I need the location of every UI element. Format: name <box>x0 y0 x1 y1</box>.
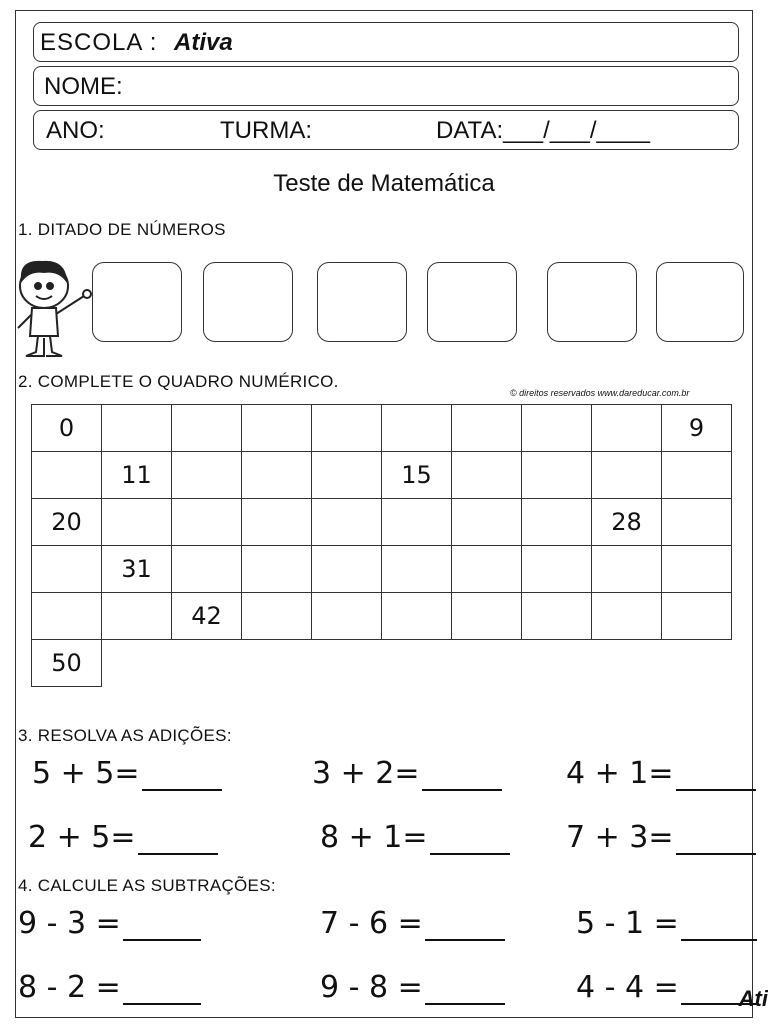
grid-cell[interactable] <box>312 452 382 499</box>
copyright-notice: © direitos reservados www.dareducar.com.br <box>510 388 690 398</box>
addition-5: 8 + 1= <box>320 820 510 855</box>
dictation-box-6[interactable] <box>656 262 744 342</box>
brand-watermark: Ati <box>738 986 768 1011</box>
grid-cell[interactable] <box>452 499 522 546</box>
grid-cell: 20 <box>32 499 102 546</box>
grid-cell[interactable] <box>592 452 662 499</box>
answer-blank[interactable] <box>676 825 756 855</box>
grid-cell[interactable] <box>172 452 242 499</box>
answer-blank[interactable] <box>138 825 218 855</box>
nome-label: NOME: <box>44 73 123 100</box>
grid-cell[interactable] <box>522 499 592 546</box>
grid-cell: 50 <box>32 640 102 687</box>
grid-cell: 9 <box>662 405 732 452</box>
page-title: Teste de Matemática <box>273 170 495 197</box>
dictation-box-5[interactable] <box>547 262 637 342</box>
subtraction-3: 5 - 1 = <box>576 906 757 941</box>
grid-row <box>32 593 732 640</box>
grid-cell[interactable] <box>172 546 242 593</box>
answer-blank[interactable] <box>676 761 756 791</box>
grid-cell[interactable] <box>662 499 732 546</box>
grid-cell[interactable] <box>102 499 172 546</box>
grid-cell[interactable] <box>312 499 382 546</box>
grid-cell[interactable] <box>102 405 172 452</box>
data-label: DATA:___/___/____ <box>436 117 650 144</box>
grid-cell-blank <box>662 640 732 687</box>
grid-cell[interactable] <box>452 546 522 593</box>
grid-row <box>32 640 732 687</box>
grid-cell[interactable] <box>312 405 382 452</box>
addition-6: 7 + 3= <box>566 820 756 855</box>
grid-cell: 31 <box>102 546 172 593</box>
escola-box <box>33 22 739 62</box>
answer-blank[interactable] <box>422 761 502 791</box>
grid-cell[interactable] <box>522 405 592 452</box>
grid-cell[interactable] <box>172 405 242 452</box>
grid-cell[interactable] <box>592 546 662 593</box>
grid-row <box>32 546 732 593</box>
grid-cell[interactable] <box>102 593 172 640</box>
grid-cell: 15 <box>382 452 452 499</box>
dictation-box-3[interactable] <box>317 262 407 342</box>
grid-cell-blank <box>382 640 452 687</box>
grid-cell[interactable] <box>32 593 102 640</box>
dictation-box-2[interactable] <box>203 262 293 342</box>
turma-label: TURMA: <box>220 117 312 144</box>
grid-row <box>32 499 732 546</box>
grid-cell-blank <box>172 640 242 687</box>
grid-cell[interactable] <box>452 593 522 640</box>
grid-cell[interactable] <box>382 499 452 546</box>
grid-row <box>32 405 732 452</box>
grid-cell-blank <box>452 640 522 687</box>
grid-cell-blank <box>592 640 662 687</box>
grid-cell[interactable] <box>382 593 452 640</box>
grid-cell[interactable] <box>592 593 662 640</box>
grid-cell[interactable] <box>32 452 102 499</box>
number-grid <box>31 404 732 687</box>
grid-cell: 28 <box>592 499 662 546</box>
subtraction-4: 8 - 2 = <box>18 970 201 1005</box>
addition-2: 3 + 2= <box>312 756 502 791</box>
grid-cell[interactable] <box>662 593 732 640</box>
escola-label: ESCOLA : <box>40 29 158 56</box>
grid-row <box>32 452 732 499</box>
section-3-heading: 3. RESOLVA AS ADIÇÕES: <box>18 726 232 745</box>
grid-cell-blank <box>102 640 172 687</box>
grid-cell-blank <box>522 640 592 687</box>
grid-cell-blank <box>242 640 312 687</box>
grid-cell[interactable] <box>242 499 312 546</box>
dictation-box-1[interactable] <box>92 262 182 342</box>
subtraction-6: 4 - 4 = <box>576 970 757 1005</box>
grid-cell-blank <box>312 640 382 687</box>
grid-cell[interactable] <box>312 593 382 640</box>
grid-cell[interactable] <box>522 546 592 593</box>
grid-cell[interactable] <box>452 405 522 452</box>
grid-cell[interactable] <box>382 405 452 452</box>
ano-turma-data-box[interactable] <box>33 110 739 150</box>
ano-label: ANO: <box>46 117 105 144</box>
answer-blank[interactable] <box>681 911 757 941</box>
grid-cell[interactable] <box>592 405 662 452</box>
grid-cell: 42 <box>172 593 242 640</box>
section-1-heading: 1. DITADO DE NÚMEROS <box>18 220 226 239</box>
grid-cell[interactable] <box>522 593 592 640</box>
grid-cell[interactable] <box>662 452 732 499</box>
grid-cell[interactable] <box>522 452 592 499</box>
nome-box[interactable] <box>33 66 739 106</box>
addition-4: 2 + 5= <box>28 820 218 855</box>
grid-cell[interactable] <box>32 546 102 593</box>
answer-blank[interactable] <box>123 911 201 941</box>
answer-blank[interactable] <box>123 975 201 1005</box>
answer-blank[interactable] <box>142 761 222 791</box>
section-2-heading: 2. COMPLETE O QUADRO NUMÉRICO. <box>18 372 339 391</box>
grid-cell[interactable] <box>312 546 382 593</box>
grid-cell[interactable] <box>242 546 312 593</box>
addition-1: 5 + 5= <box>32 756 222 791</box>
subtraction-2: 7 - 6 = <box>320 906 505 941</box>
grid-cell[interactable] <box>662 546 732 593</box>
section-4-heading: 4. CALCULE AS SUBTRAÇÕES: <box>18 876 276 895</box>
girl-mascot-illustration <box>8 252 100 360</box>
grid-cell[interactable] <box>382 546 452 593</box>
grid-cell[interactable] <box>452 452 522 499</box>
answer-blank[interactable] <box>425 911 505 941</box>
escola-value: Ativa <box>174 29 233 56</box>
dictation-box-4[interactable] <box>427 262 517 342</box>
grid-cell: 11 <box>102 452 172 499</box>
grid-cell[interactable] <box>242 593 312 640</box>
subtraction-1: 9 - 3 = <box>18 906 201 941</box>
answer-blank[interactable] <box>430 825 510 855</box>
addition-3: 4 + 1= <box>566 756 756 791</box>
grid-cell[interactable] <box>242 452 312 499</box>
subtraction-5: 9 - 8 = <box>320 970 505 1005</box>
grid-cell: 0 <box>32 405 102 452</box>
grid-cell[interactable] <box>242 405 312 452</box>
grid-cell[interactable] <box>172 499 242 546</box>
answer-blank[interactable] <box>425 975 505 1005</box>
